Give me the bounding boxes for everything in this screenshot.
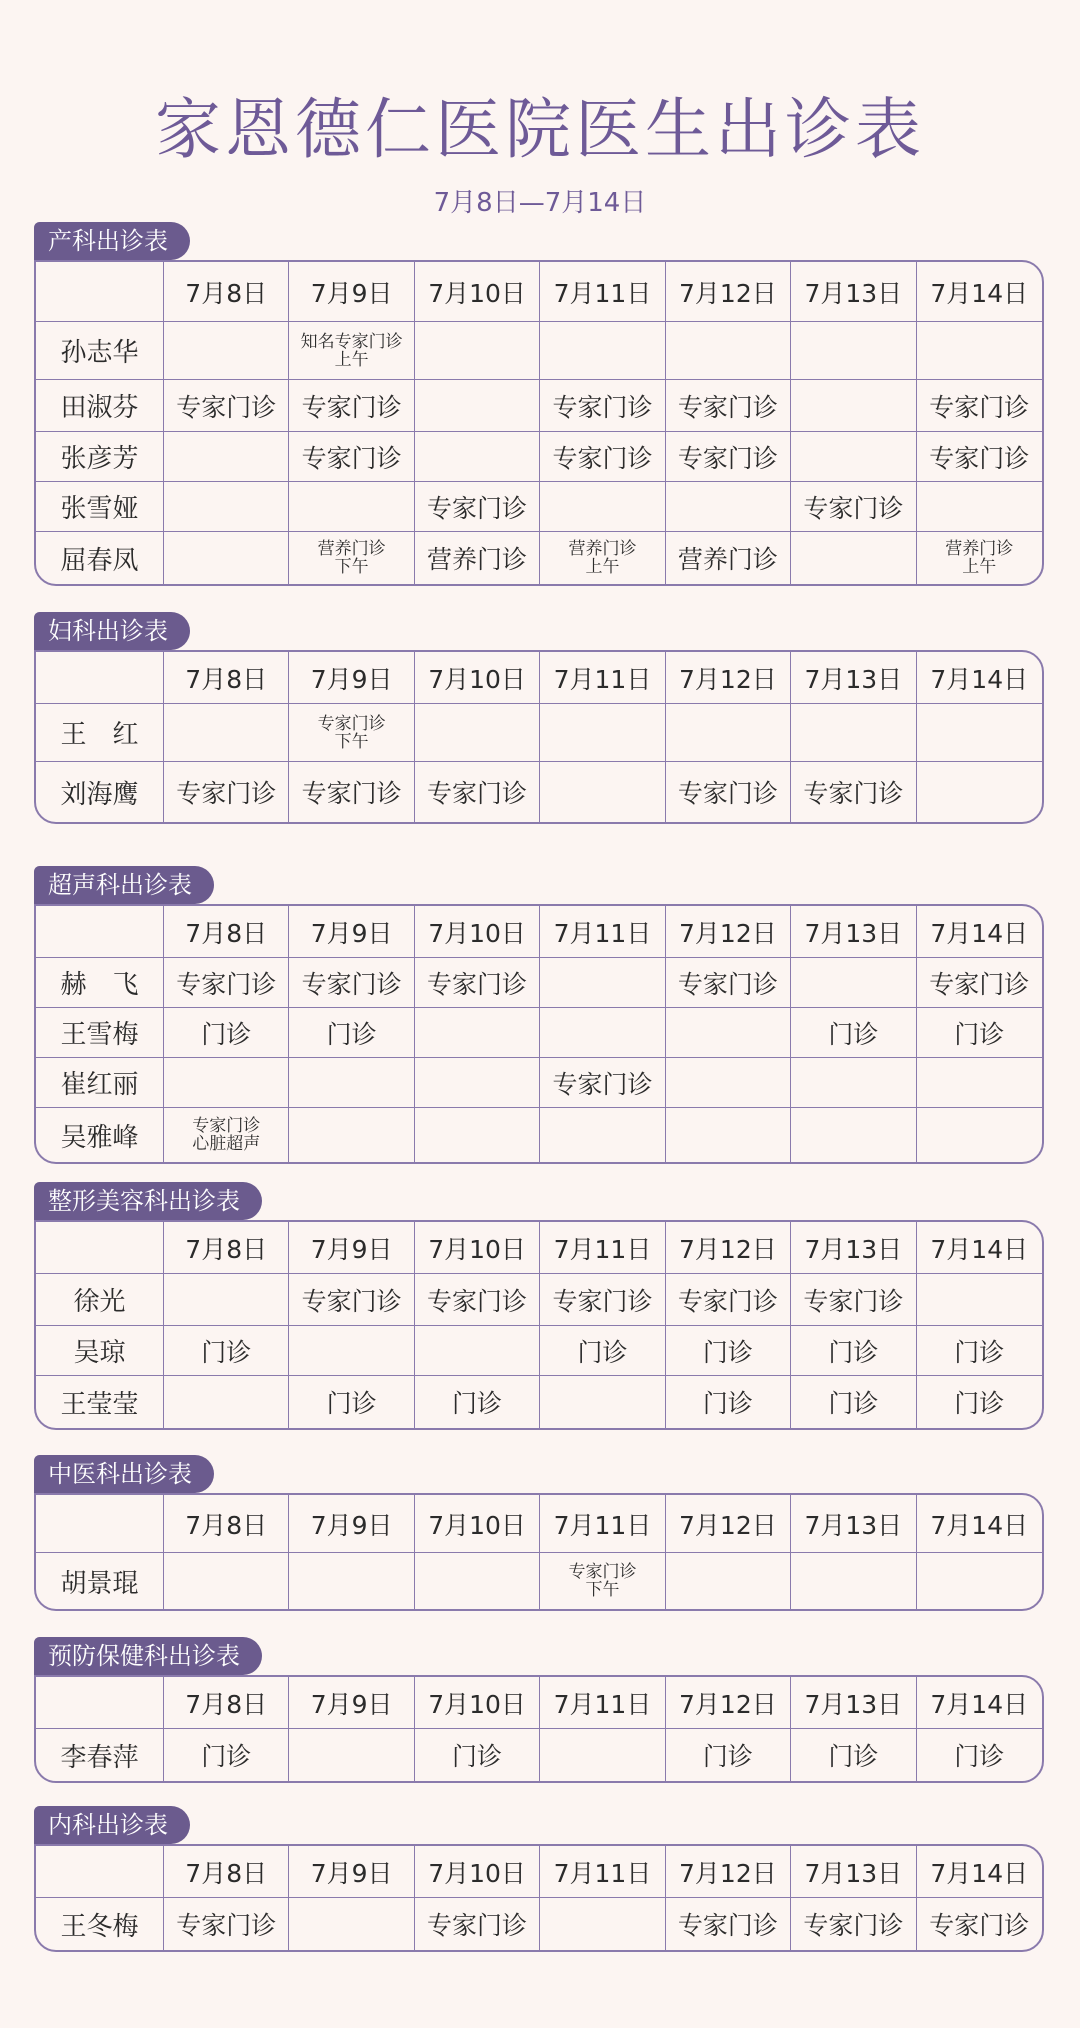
schedule-cell	[540, 532, 665, 584]
schedule-cell: 门诊	[791, 1376, 916, 1428]
schedule-cell: 门诊	[917, 1326, 1042, 1376]
schedule-cell: 专家门诊	[540, 1274, 665, 1326]
schedule-cell: 专家门诊	[666, 1274, 791, 1326]
day-header: 7月12日	[666, 652, 791, 704]
schedule-cell	[164, 1376, 289, 1428]
schedule-cell: 专家门诊	[164, 380, 289, 432]
table-row	[36, 1008, 1042, 1058]
schedule-cell	[289, 1898, 414, 1950]
section-tag: 超声科出诊表	[34, 866, 214, 904]
schedule-cell	[917, 1058, 1042, 1108]
schedule-cell	[164, 1108, 289, 1162]
doctor-name: 王雪梅	[36, 1008, 164, 1058]
date-range: 7月8日—7月14日	[433, 188, 647, 218]
schedule-cell	[791, 1058, 916, 1108]
schedule-cell: 门诊	[917, 1008, 1042, 1058]
schedule-cell: 专家门诊	[540, 432, 665, 482]
schedule-cell: 门诊	[540, 1326, 665, 1376]
schedule-cell	[540, 1898, 665, 1950]
clinic-type: 专家门诊	[192, 1116, 261, 1136]
schedule-cell	[791, 1108, 916, 1162]
table-row	[36, 532, 1042, 584]
day-header: 7月9日	[289, 1495, 414, 1553]
header-row	[36, 1222, 1042, 1274]
schedule-cell	[415, 432, 540, 482]
clinic-type: 专家门诊	[317, 713, 386, 734]
table-row	[36, 1729, 1042, 1781]
schedule-cell	[791, 1553, 916, 1609]
schedule-cell	[164, 432, 289, 482]
schedule-cell	[540, 482, 665, 532]
table-row	[36, 322, 1042, 380]
schedule-cell: 门诊	[791, 1008, 916, 1058]
day-header: 7月11日	[540, 262, 665, 322]
day-header: 7月12日	[666, 1222, 791, 1274]
schedule-cell: 门诊	[415, 1729, 540, 1781]
doctor-name: 崔红丽	[36, 1058, 164, 1108]
schedule-cell: 门诊	[791, 1326, 916, 1376]
header-row	[36, 262, 1042, 322]
schedule-cell	[289, 1553, 414, 1609]
schedule-table	[34, 1220, 1044, 1430]
doctor-name: 吴琼	[36, 1326, 164, 1376]
day-header: 7月8日	[164, 1846, 289, 1898]
schedule-table	[34, 1675, 1044, 1783]
schedule-cell	[791, 322, 916, 380]
schedule-cell	[791, 532, 916, 584]
schedule-cell: 门诊	[164, 1729, 289, 1781]
day-header: 7月12日	[666, 1495, 791, 1553]
day-header: 7月13日	[791, 1677, 916, 1729]
page-title: 家恩德仁医院医生出诊表	[155, 91, 925, 168]
table-row	[36, 762, 1042, 822]
section-tag: 预防保健科出诊表	[34, 1637, 262, 1675]
schedule-cell: 专家门诊	[164, 1898, 289, 1950]
schedule-cell	[917, 1108, 1042, 1162]
day-header: 7月10日	[415, 906, 540, 958]
schedule-cell: 营养门诊	[415, 532, 540, 584]
day-header: 7月9日	[289, 906, 414, 958]
clinic-type: 知名专家门诊	[300, 331, 403, 352]
day-header: 7月8日	[164, 1677, 289, 1729]
schedule-cell	[164, 482, 289, 532]
schedule-cell: 专家门诊	[289, 958, 414, 1008]
table-row	[36, 380, 1042, 432]
clinic-time: 下午	[334, 557, 369, 577]
day-header: 7月9日	[289, 1846, 414, 1898]
schedule-cell: 门诊	[791, 1729, 916, 1781]
schedule-cell	[540, 1108, 665, 1162]
day-header: 7月10日	[415, 1495, 540, 1553]
schedule-cell	[415, 1553, 540, 1609]
table-row	[36, 1376, 1042, 1428]
table-row	[36, 958, 1042, 1008]
schedule-cell: 专家门诊	[540, 1058, 665, 1108]
schedule-cell: 门诊	[666, 1376, 791, 1428]
schedule-cell: 专家门诊	[164, 958, 289, 1008]
day-header: 7月11日	[540, 1846, 665, 1898]
schedule-cell	[164, 1058, 289, 1108]
day-header: 7月8日	[164, 1495, 289, 1553]
section-tag: 内科出诊表	[34, 1806, 190, 1844]
schedule-cell	[791, 380, 916, 432]
schedule-cell	[415, 1058, 540, 1108]
schedule-cell: 专家门诊	[917, 432, 1042, 482]
schedule-cell: 专家门诊	[791, 482, 916, 532]
schedule-cell	[791, 704, 916, 762]
schedule-cell	[791, 432, 916, 482]
schedule-cell	[415, 380, 540, 432]
schedule-cell: 门诊	[954, 1742, 1005, 1771]
schedule-cell	[415, 322, 540, 380]
schedule-cell	[289, 1108, 414, 1162]
doctor-name: 田淑芬	[36, 380, 164, 432]
day-header: 7月14日	[917, 1677, 1042, 1729]
schedule-cell: 专家门诊	[415, 1898, 540, 1950]
doctor-name: 赫 飞	[36, 958, 164, 1008]
schedule-cell	[415, 1326, 540, 1376]
doctor-name: 刘海鹰	[36, 762, 164, 822]
doctor-name: 李春萍	[36, 1729, 164, 1781]
schedule-cell	[666, 322, 791, 380]
schedule-cell: 专家门诊	[791, 762, 916, 822]
header-row	[36, 906, 1042, 958]
doctor-name: 张雪娅	[36, 482, 164, 532]
day-header: 7月13日	[791, 906, 916, 958]
day-header: 7月11日	[540, 652, 665, 704]
schedule-cell: 门诊	[289, 1008, 414, 1058]
day-header: 7月14日	[917, 1222, 1042, 1274]
doctor-name: 张彦芳	[36, 432, 164, 482]
header-row	[36, 652, 1042, 704]
doctor-name: 孙志华	[36, 322, 164, 380]
schedule-cell	[540, 1729, 665, 1781]
day-header: 7月9日	[289, 652, 414, 704]
header-corner	[36, 1495, 164, 1553]
schedule-cell	[540, 1553, 665, 1609]
day-header: 7月9日	[289, 262, 414, 322]
table-row	[36, 1326, 1042, 1376]
table-row	[36, 1058, 1042, 1108]
schedule-cell	[540, 322, 665, 380]
clinic-time: 心脏超声	[192, 1134, 261, 1154]
header-row	[36, 1846, 1042, 1898]
schedule-cell	[289, 1058, 414, 1108]
schedule-cell	[917, 704, 1042, 762]
schedule-table	[34, 260, 1044, 586]
schedule-cell	[540, 762, 665, 822]
day-header: 7月14日	[917, 652, 1042, 704]
day-header: 7月13日	[791, 262, 916, 322]
table-row	[36, 1108, 1042, 1162]
doctor-name: 胡景琨	[36, 1553, 164, 1609]
schedule-cell: 专家门诊	[415, 958, 540, 1008]
doctor-name: 徐光	[36, 1274, 164, 1326]
schedule-cell	[164, 532, 289, 584]
clinic-time: 下午	[334, 731, 369, 752]
day-header: 7月10日	[415, 1846, 540, 1898]
schedule-cell: 专家门诊	[289, 380, 414, 432]
clinic-type: 专家门诊	[568, 1562, 637, 1582]
day-header: 7月10日	[415, 262, 540, 322]
clinic-type: 营养门诊	[945, 539, 1014, 559]
day-header: 7月9日	[289, 1677, 414, 1729]
day-header: 7月14日	[917, 1846, 1042, 1898]
schedule-cell	[164, 704, 289, 762]
day-header: 7月10日	[415, 1222, 540, 1274]
section-tag: 产科出诊表	[34, 222, 190, 260]
day-header: 7月8日	[164, 262, 289, 322]
schedule-cell	[917, 762, 1042, 822]
table-row	[36, 704, 1042, 762]
schedule-cell: 专家门诊	[917, 380, 1042, 432]
schedule-cell	[415, 1008, 540, 1058]
schedule-cell: 专家门诊	[289, 432, 414, 482]
schedule-cell	[917, 1274, 1042, 1326]
schedule-cell: 专家门诊	[415, 482, 540, 532]
schedule-cell	[289, 532, 414, 584]
schedule-cell: 专家门诊	[289, 1274, 414, 1326]
day-header: 7月13日	[791, 1846, 916, 1898]
schedule-cell: 专家门诊	[666, 1898, 791, 1950]
section-tag: 妇科出诊表	[34, 612, 190, 650]
schedule-cell	[666, 1008, 791, 1058]
schedule-cell: 专家门诊	[666, 958, 791, 1008]
day-header: 7月12日	[666, 1677, 791, 1729]
schedule-table	[34, 1493, 1044, 1611]
schedule-cell	[164, 1553, 289, 1609]
header-corner	[36, 1846, 164, 1898]
day-header: 7月14日	[917, 1495, 1042, 1553]
schedule-cell	[666, 482, 791, 532]
header-row	[36, 1495, 1042, 1553]
day-header: 7月13日	[791, 1495, 916, 1553]
day-header: 7月12日	[666, 262, 791, 322]
doctor-name: 王 红	[36, 704, 164, 762]
schedule-cell: 专家门诊	[666, 380, 791, 432]
day-header: 7月14日	[917, 906, 1042, 958]
schedule-cell: 门诊	[954, 1389, 1005, 1418]
schedule-cell	[164, 322, 289, 380]
header-corner	[36, 1222, 164, 1274]
header-corner	[36, 1677, 164, 1729]
doctor-name: 王莹莹	[36, 1376, 164, 1428]
schedule-cell	[666, 1058, 791, 1108]
header-row	[36, 1677, 1042, 1729]
schedule-cell	[289, 1729, 414, 1781]
day-header: 7月9日	[289, 1222, 414, 1274]
schedule-cell	[917, 322, 1042, 380]
table-row	[36, 1553, 1042, 1609]
clinic-time: 上午	[334, 349, 369, 370]
schedule-cell	[415, 704, 540, 762]
day-header: 7月11日	[540, 1222, 665, 1274]
day-header: 7月8日	[164, 1222, 289, 1274]
schedule-cell	[415, 1108, 540, 1162]
day-header: 7月8日	[164, 906, 289, 958]
schedule-cell: 专家门诊	[791, 1274, 916, 1326]
schedule-cell	[540, 958, 665, 1008]
day-header: 7月10日	[415, 1677, 540, 1729]
schedule-cell: 专家门诊	[164, 762, 289, 822]
doctor-name: 屈春凤	[36, 532, 164, 584]
day-header: 7月12日	[666, 1846, 791, 1898]
schedule-cell: 门诊	[289, 1376, 414, 1428]
header-corner	[36, 652, 164, 704]
schedule-cell	[289, 704, 414, 762]
table-row	[36, 1274, 1042, 1326]
day-header: 7月10日	[415, 652, 540, 704]
schedule-cell: 专家门诊	[917, 958, 1042, 1008]
clinic-type: 营养门诊	[317, 539, 386, 559]
schedule-cell: 门诊	[666, 1729, 791, 1781]
schedule-cell: 专家门诊	[929, 1911, 1030, 1940]
schedule-cell	[666, 1108, 791, 1162]
schedule-cell	[540, 1008, 665, 1058]
day-header: 7月11日	[540, 906, 665, 958]
clinic-type: 营养门诊	[568, 539, 637, 559]
schedule-cell: 专家门诊	[415, 762, 540, 822]
section-tag: 整形美容科出诊表	[34, 1182, 262, 1220]
doctor-name: 吴雅峰	[36, 1108, 164, 1162]
schedule-cell: 门诊	[666, 1326, 791, 1376]
schedule-cell: 专家门诊	[289, 762, 414, 822]
schedule-cell	[666, 1553, 791, 1609]
schedule-cell	[540, 1376, 665, 1428]
schedule-cell: 门诊	[164, 1008, 289, 1058]
doctor-name: 王冬梅	[36, 1898, 164, 1950]
schedule-cell: 门诊	[164, 1326, 289, 1376]
schedule-cell: 营养门诊	[666, 532, 791, 584]
day-header: 7月12日	[666, 906, 791, 958]
schedule-table	[34, 650, 1044, 824]
schedule-cell: 专家门诊	[791, 1898, 916, 1950]
schedule-cell	[164, 1274, 289, 1326]
day-header: 7月8日	[164, 652, 289, 704]
day-header: 7月13日	[791, 652, 916, 704]
schedule-cell	[917, 1553, 1042, 1609]
schedule-cell	[666, 704, 791, 762]
schedule-cell	[917, 532, 1042, 584]
day-header: 7月11日	[540, 1495, 665, 1553]
schedule-cell	[540, 704, 665, 762]
schedule-cell	[289, 322, 414, 380]
header-corner	[36, 262, 164, 322]
schedule-cell: 专家门诊	[415, 1274, 540, 1326]
schedule-cell: 专家门诊	[666, 432, 791, 482]
day-header: 7月13日	[791, 1222, 916, 1274]
day-header: 7月11日	[540, 1677, 665, 1729]
table-row	[36, 1898, 1042, 1950]
schedule-cell: 门诊	[415, 1376, 540, 1428]
schedule-cell: 专家门诊	[540, 380, 665, 432]
clinic-time: 上午	[962, 557, 997, 577]
header-corner	[36, 906, 164, 958]
schedule-cell	[917, 482, 1042, 532]
section-tag: 中医科出诊表	[34, 1455, 214, 1493]
schedule-cell: 专家门诊	[666, 762, 791, 822]
day-header: 7月14日	[917, 262, 1042, 322]
clinic-time: 下午	[585, 1580, 620, 1600]
table-row	[36, 432, 1042, 482]
schedule-cell	[289, 482, 414, 532]
schedule-table	[34, 904, 1044, 1164]
clinic-time: 上午	[585, 557, 620, 577]
schedule-cell	[289, 1326, 414, 1376]
table-row	[36, 482, 1042, 532]
schedule-table	[34, 1844, 1044, 1952]
schedule-cell	[791, 958, 916, 1008]
